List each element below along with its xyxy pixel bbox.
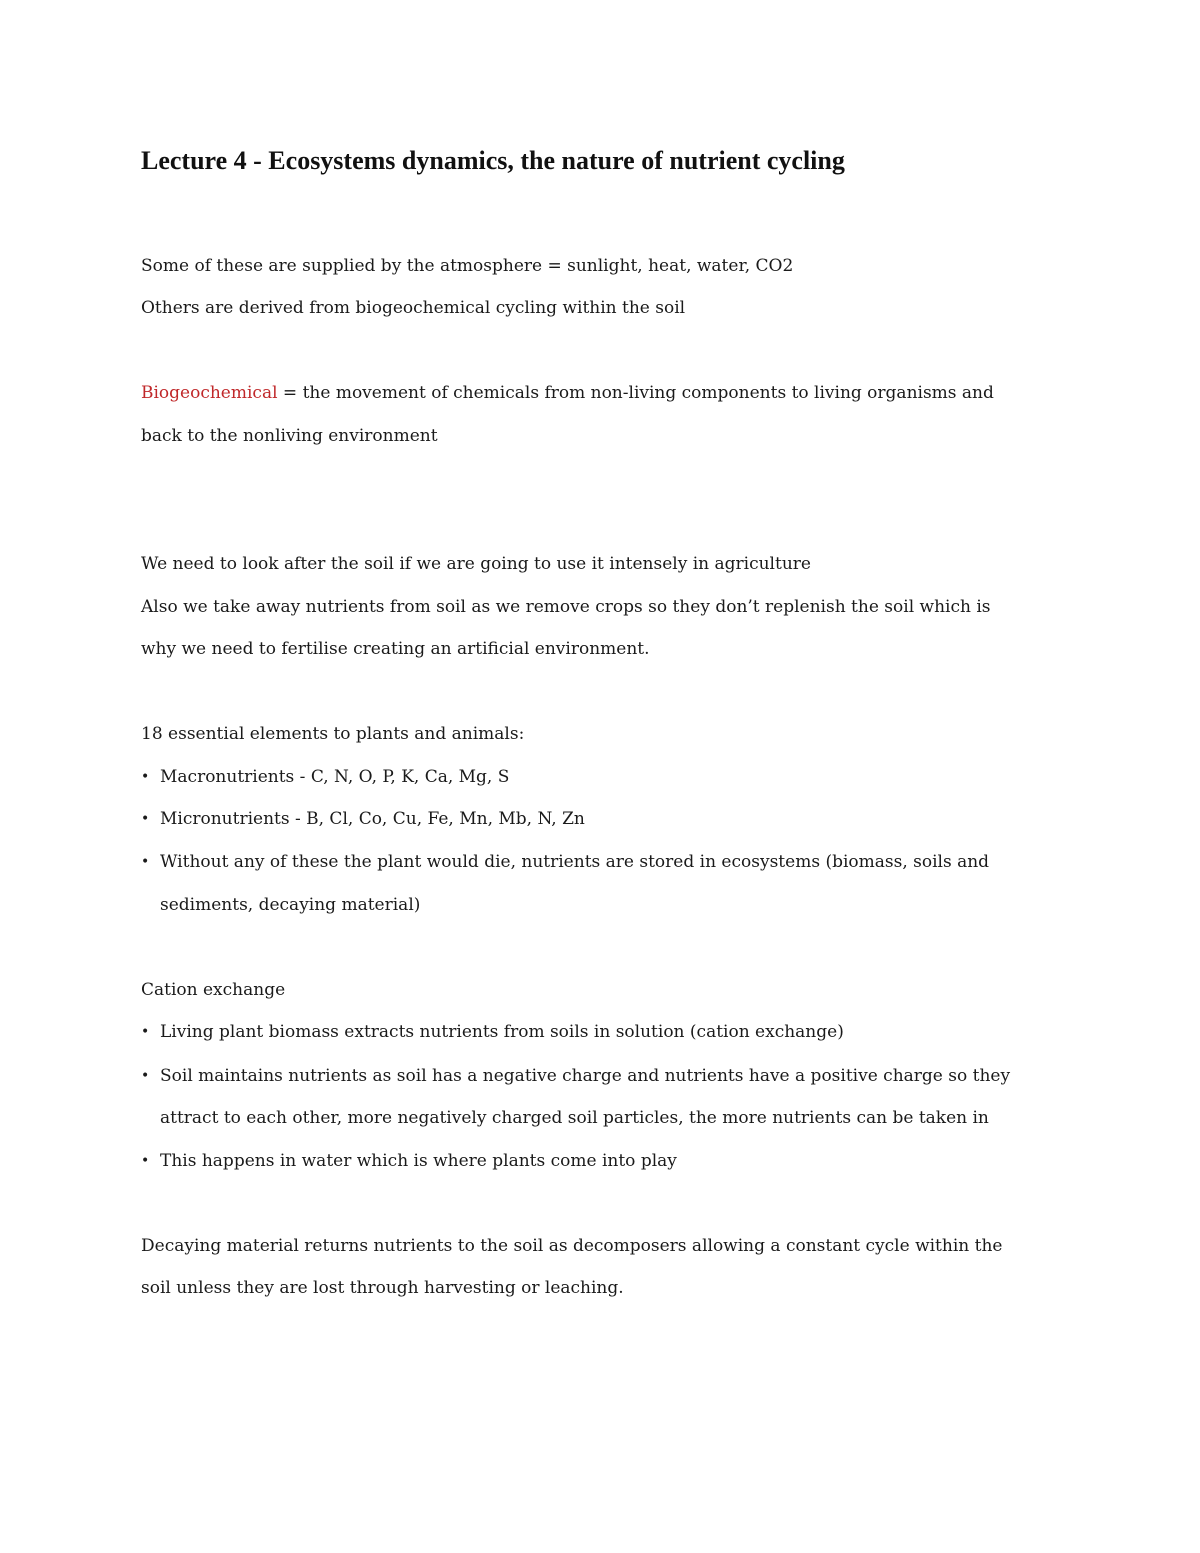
bullet-icon: •	[141, 811, 150, 827]
definition-line: back to the nonliving environment	[141, 426, 438, 446]
bullet-icon: •	[141, 1153, 150, 1169]
paragraph-line: Also we take away nutrients from soil as we remove crops so they don’t replenish the soil which is	[141, 597, 991, 617]
paragraph-line: soil unless they are lost through harvesting or leaching.	[141, 1278, 624, 1298]
paragraph-line: Some of these are supplied by the atmosphere = sunlight, heat, water, CO2	[141, 256, 794, 276]
definition-line	[141, 380, 994, 406]
bullet-icon: •	[141, 1024, 150, 1040]
paragraph-line: why we need to fertilise creating an artificial environment.	[141, 639, 650, 659]
definition-text: = the movement of chemicals from non-living components to living organisms and	[277, 383, 994, 403]
list-item-continuation: sediments, decaying material)	[160, 895, 421, 915]
bullet-icon: •	[141, 1068, 150, 1084]
bullet-icon: •	[141, 769, 150, 785]
section-heading: Cation exchange	[141, 980, 286, 1000]
list-item-text: Macronutrients - C, N, O, P, K, Ca, Mg, S	[160, 767, 510, 787]
paragraph-line: Others are derived from biogeochemical cycling within the soil	[141, 298, 686, 318]
list-item-text: Living plant biomass extracts nutrients from soils in solution (cation exchange)	[160, 1022, 844, 1042]
list-item-text: Soil maintains nutrients as soil has a negative charge and nutrients have a positive charge so they	[160, 1066, 1011, 1086]
list-item-text: This happens in water which is where plants come into play	[160, 1151, 677, 1171]
list-item-text: Without any of these the plant would die, nutrients are stored in ecosystems (biomass, soils and	[160, 852, 990, 872]
bullet-icon: •	[141, 854, 150, 870]
paragraph-line: Decaying material returns nutrients to the soil as decomposers allowing a constant cycle within the	[141, 1236, 1003, 1256]
list-item-continuation: attract to each other, more negatively charged soil particles, the more nutrients can be taken in	[160, 1108, 989, 1128]
list-item-text: Micronutrients - B, Cl, Co, Cu, Fe, Mn, Mb, N, Zn	[160, 809, 585, 829]
lecture-title: Lecture 4 - Ecosystems dynamics, the nature of nutrient cycling	[141, 146, 845, 175]
definition-term: Biogeochemical	[141, 383, 278, 403]
paragraph-line: We need to look after the soil if we are going to use it intensely in agriculture	[141, 554, 811, 574]
section-heading: 18 essential elements to plants and animals:	[141, 724, 525, 744]
